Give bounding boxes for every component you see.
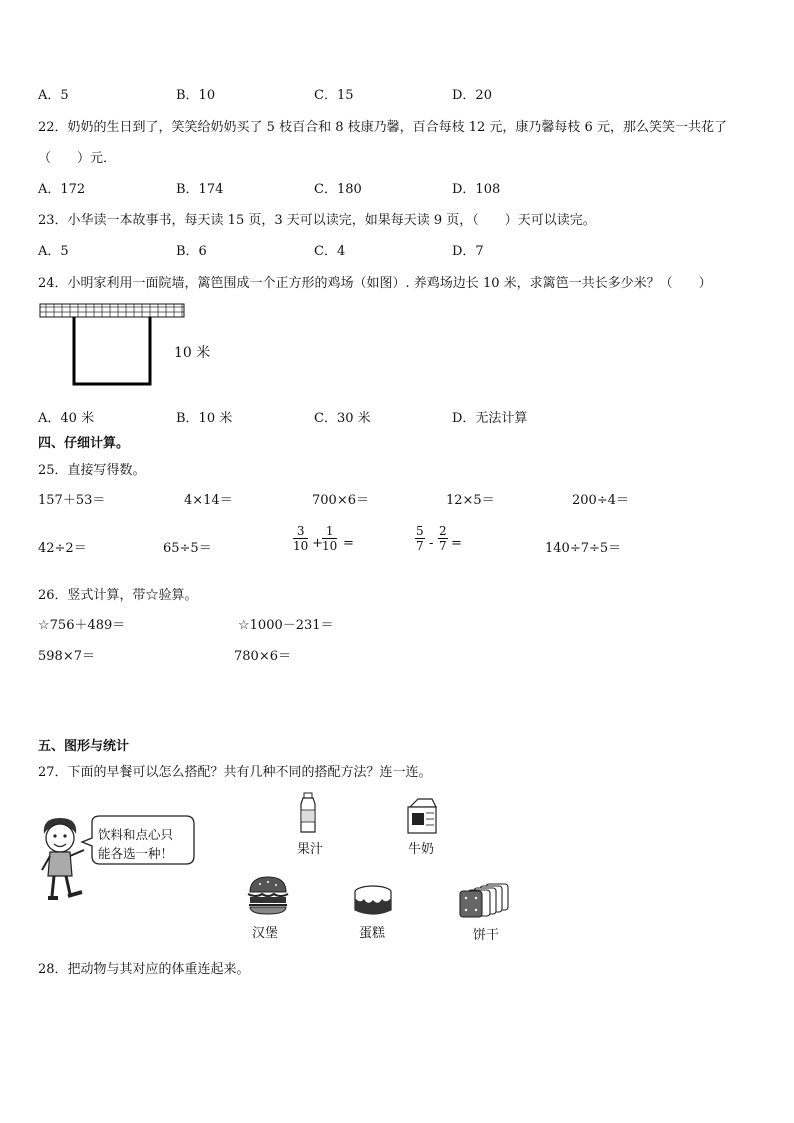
- juice-bottle-icon: [296, 792, 320, 834]
- section-5-title: 五、图形与统计: [38, 739, 130, 754]
- q23-option-a: A．5: [38, 244, 69, 259]
- denominator: 10: [293, 539, 309, 553]
- numerator: 1: [322, 524, 337, 539]
- q24-text: 24．小明家利用一面院墙，篱笆围成一个正方形的鸡场（如图）. 养鸡场边长 10 米，求篱笆一共长多少米？（ ）: [38, 276, 712, 291]
- q26-text: 26．竖式计算，带☆验算。: [38, 588, 198, 603]
- milk-label: 牛奶: [407, 842, 434, 857]
- q26-item-3: 598×7＝: [38, 649, 95, 664]
- q24-option-c: C．30 米: [314, 411, 371, 426]
- q25-item-4: 12×5＝: [446, 493, 495, 508]
- q25-frac2-first: [415, 524, 425, 553]
- q25-item-10: 140÷7÷5＝: [545, 541, 622, 556]
- numerator: 5: [416, 524, 424, 538]
- cake-icon: [352, 884, 394, 918]
- q23-option-b: B．6: [176, 244, 207, 259]
- equals-sign: =: [343, 536, 354, 551]
- q22-text: 22．奶奶的生日到了，笑笑给奶奶买了 5 枝百合和 8 枝康乃馨，百合每枝 12 元，康乃馨每枝 6 元，那么笑笑一共花了: [38, 120, 727, 135]
- q25-item-3: 700×6＝: [312, 493, 369, 508]
- q25-frac2-second: [438, 524, 448, 553]
- operator: +: [312, 536, 323, 551]
- q27-text: 27．下面的早餐可以怎么搭配？共有几种不同的搭配方法？连一连。: [38, 765, 432, 780]
- biscuit-label: 饼干: [472, 928, 499, 943]
- denominator: 10: [322, 539, 338, 553]
- q23-option-c: C．4: [314, 244, 346, 259]
- q24-option-a: A．40 米: [38, 411, 95, 426]
- section-4-title: 四、仔细计算。: [38, 436, 130, 451]
- q24-figure-label: 10 米: [174, 345, 211, 361]
- q26-item-2: ☆1000－231＝: [238, 618, 334, 633]
- q25-text: 25．直接写得数。: [38, 463, 146, 478]
- wall-shape: [40, 304, 184, 317]
- q22-option-d: D．108: [452, 182, 501, 197]
- q25-frac1-first: [293, 524, 308, 553]
- q21-option-a: A．5: [38, 88, 69, 103]
- q23-text: 23．小华读一本故事书，每天读 15 页，3 天可以读完，如果每天读 9 页，（ ）天可以读完。: [38, 213, 596, 228]
- bubble-line-1: 饮料和点心只: [98, 827, 174, 842]
- q23-option-d: D．7: [452, 244, 484, 259]
- q25-item-2: 4×14＝: [184, 493, 233, 508]
- q21-option-d: D．20: [452, 88, 492, 103]
- milk-carton-icon: [404, 797, 438, 835]
- numerator: 3: [293, 524, 308, 539]
- denominator: 7: [439, 539, 447, 553]
- equals-sign: =: [451, 536, 462, 551]
- chicken-yard-figure: [38, 302, 188, 390]
- q25-item-5: 200÷4＝: [572, 493, 629, 508]
- juice-label: 果汁: [296, 842, 323, 857]
- q22-option-a: A．172: [38, 182, 86, 197]
- q24-option-d: D．无法计算: [452, 411, 528, 426]
- operator: -: [429, 536, 434, 551]
- denominator: 7: [416, 539, 424, 553]
- q21-option-c: C．15: [314, 88, 354, 103]
- q25-frac1-second: [322, 524, 337, 553]
- bubble-line-2: 能各选一种！: [98, 846, 174, 861]
- hamburger-icon: [246, 874, 290, 918]
- cake-label: 蛋糕: [358, 926, 385, 941]
- boy-shirt: [48, 852, 72, 876]
- q24-option-b: B．10 米: [176, 411, 233, 426]
- biscuit-icon: [456, 882, 512, 918]
- q21-option-b: B．10: [176, 88, 216, 103]
- q28-text: 28．把动物与其对应的体重连起来。: [38, 962, 250, 977]
- hamburger-label: 汉堡: [251, 926, 278, 941]
- q25-item-6: 42÷2＝: [38, 541, 87, 556]
- fence-shape: [74, 317, 150, 384]
- q26-item-4: 780×6＝: [234, 649, 291, 664]
- q22-text-cont: （ ）元．: [38, 151, 117, 166]
- q26-item-1: ☆756＋489＝: [38, 618, 126, 633]
- q22-option-b: B．174: [176, 182, 224, 197]
- q25-item-1: 157＋53＝: [38, 493, 106, 508]
- q22-option-c: C．180: [314, 182, 362, 197]
- numerator: 2: [439, 524, 447, 538]
- boy-head: [46, 824, 74, 852]
- q25-item-7: 65÷5＝: [163, 541, 212, 556]
